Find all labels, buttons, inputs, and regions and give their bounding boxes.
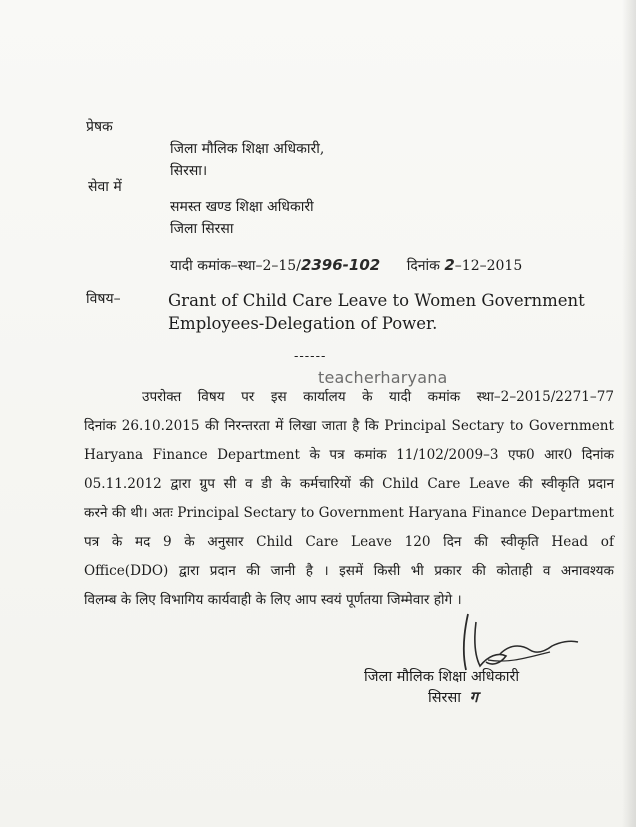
subject-label: विषय– [86,291,121,307]
letter-body [84,383,614,615]
body-line-2: दिनांक 26.10.2015 की निरन्तरता में लिखा जाता है कि Principal Sectary to Government [84,418,614,434]
recipient-line-2: जिला सिरसा [170,221,234,237]
subject-line-2: Employees-Delegation of Power. [168,314,438,333]
reference-date-label: दिनांक [406,258,440,274]
signature-place-text: सिरसा [428,690,462,706]
subject-text [168,289,588,335]
reference-prefix: यादी कमांक–स्था–2–15/ [170,258,301,274]
recipient-label: सेवा में [88,179,122,195]
reference-line [170,256,522,275]
page-edge-shadow [622,0,636,827]
body-line-7: Office(DDO) द्वारा प्रदान की जानी है । इसमें किसी भी प्रकार की कोताही व अनावश्यक [84,563,614,579]
body-line-3: Haryana Finance Department के पत्र कमांक 11/102/2009–3 एफ0 आर0 दिनांक [84,447,614,463]
reference-handwritten-day: 2 [444,256,455,274]
reference-date-suffix: –12–2015 [454,258,523,274]
recipient-line-1: समस्त खण्ड शिक्षा अधिकारी [170,199,314,215]
reference-handwritten-number: 2396-102 [300,256,381,274]
body-line-5: करने की थी। अतः Principal Sectary to Government Haryana Finance Department [84,505,614,521]
signature-designation: जिला मौलिक शिक्षा अधिकारी [364,669,520,685]
sender-line-1: जिला मौलिक शिक्षा अधिकारी, [170,141,325,157]
body-line-4: 05.11.2012 द्वारा ग्रुप सी व डी के कर्मचारियों की Child Care Leave की स्वीकृति प्रदान [84,476,614,492]
sender-label: प्रेषक [86,119,113,135]
watermark: teacherharyana [318,368,448,387]
body-line-1: उपरोक्त विषय पर इस कार्यालय के यादी कमांक स्था–2–2015/2271–77 [142,389,614,405]
signature-initial: ग [469,688,479,706]
subject-line-1: Grant of Child Care Leave to Women Government [168,291,585,310]
body-line-8: विलम्ब के लिए विभागिय कार्यवाही के लिए आप स्वयं पूर्णतया जिम्मेवार होगे । [84,592,462,608]
signature-place [428,688,478,707]
sender-line-2: सिरसा। [170,163,208,179]
body-line-6: पत्र के मद 9 के अनुसार Child Care Leave 120 दिन की स्वीकृति Head of [84,534,614,550]
separator: ------ [294,349,327,364]
